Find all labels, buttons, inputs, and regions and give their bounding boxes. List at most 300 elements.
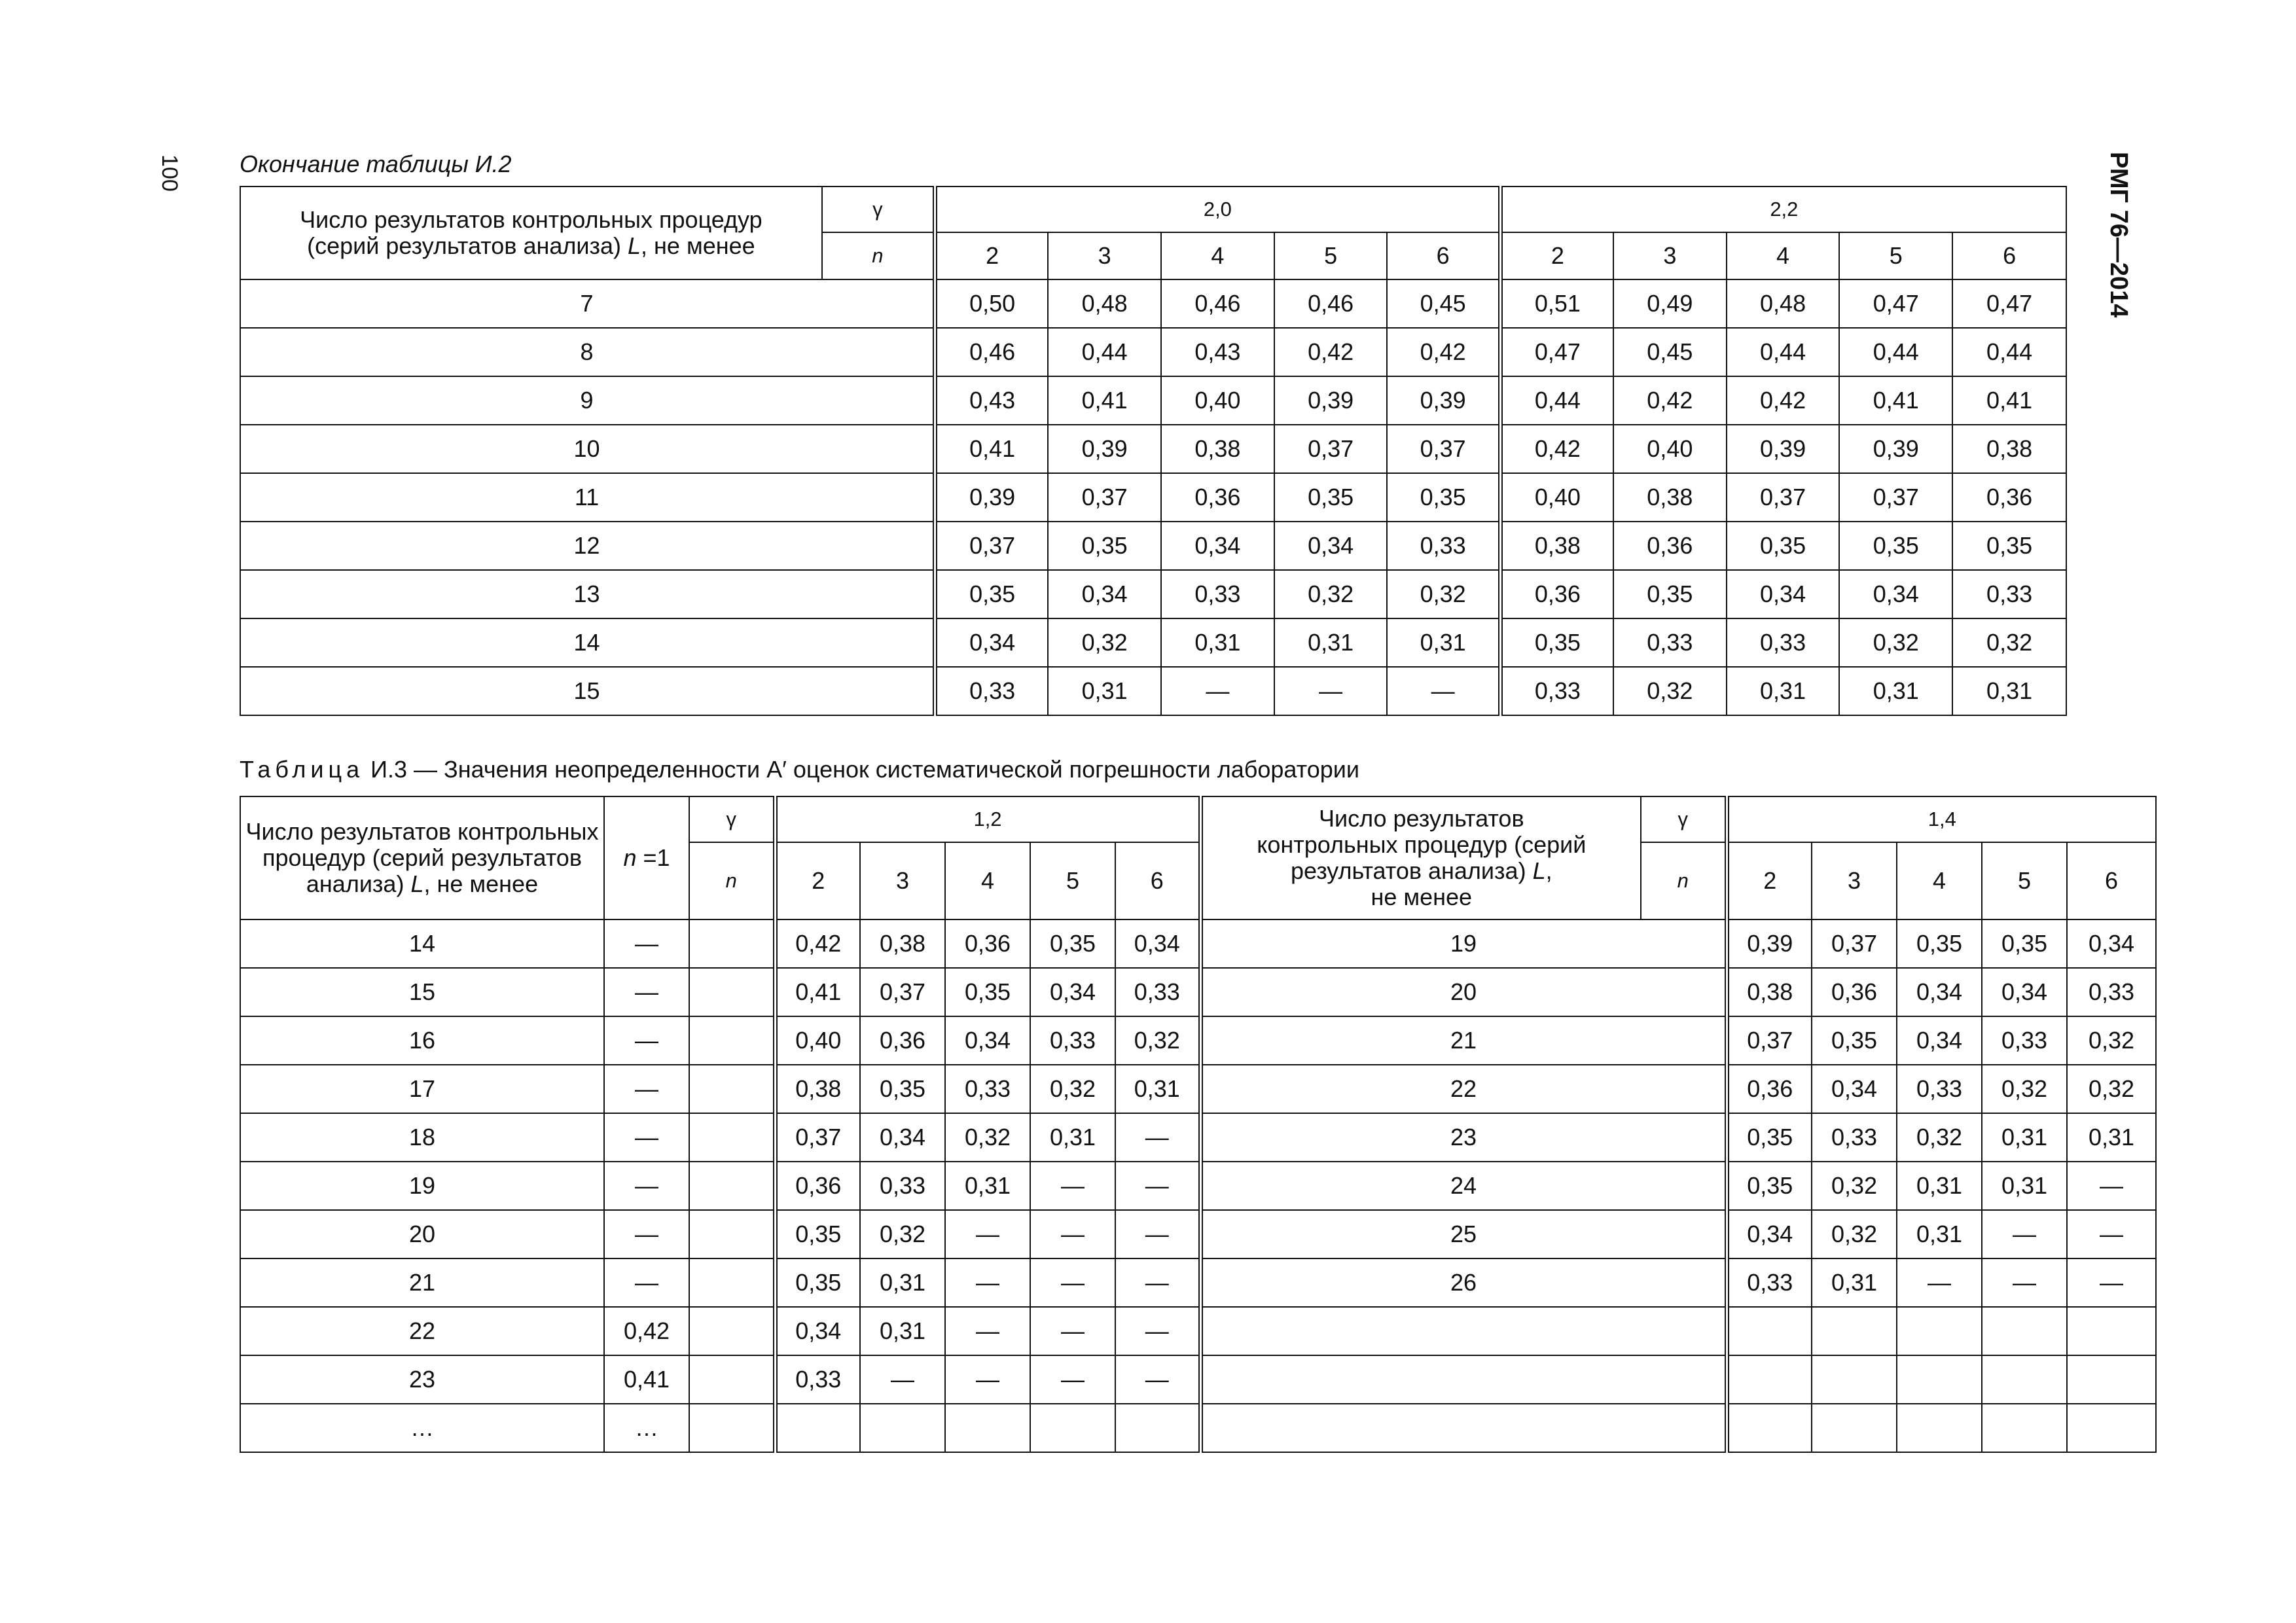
table-cell: 0,33 bbox=[1897, 1065, 1982, 1113]
table-cell: 0,35 bbox=[1048, 522, 1161, 570]
table-i3-caption bbox=[240, 756, 1359, 783]
table-cell: 0,33 bbox=[1727, 1258, 1812, 1307]
table-cell: 0,35 bbox=[1952, 522, 2066, 570]
row-l-value: 19 bbox=[240, 1162, 604, 1210]
row-n1-value: 0,42 bbox=[604, 1307, 689, 1355]
table-cell: 0,33 bbox=[1982, 1016, 2067, 1065]
table-cell: 0,37 bbox=[1727, 473, 1840, 522]
table-cell: — bbox=[2067, 1162, 2156, 1210]
table-cell bbox=[1897, 1355, 1982, 1404]
right-label-line3a: результатов анализа) bbox=[1290, 857, 1533, 884]
table-cell: 0,37 bbox=[1048, 473, 1161, 522]
table-cell: 0,35 bbox=[1812, 1016, 1897, 1065]
table-cell: 0,34 bbox=[935, 618, 1049, 667]
table-cell: 0,32 bbox=[2067, 1065, 2156, 1113]
n1-label-rest: =1 bbox=[636, 844, 670, 871]
table-cell: 0,40 bbox=[1613, 425, 1727, 473]
table-row bbox=[240, 328, 2066, 376]
table-cell: 0,31 bbox=[1982, 1113, 2067, 1162]
table-cell: 0,31 bbox=[1897, 1162, 1982, 1210]
row-label-variable: L bbox=[628, 232, 641, 259]
table-cell: 0,45 bbox=[1387, 279, 1500, 328]
table-cell: 0,34 bbox=[1048, 570, 1161, 618]
row-l-value: … bbox=[240, 1404, 604, 1452]
table-cell: 0,33 bbox=[1030, 1016, 1115, 1065]
row-l2-value: 22 bbox=[1200, 1065, 1727, 1113]
row-l2-value: 20 bbox=[1200, 968, 1727, 1016]
table-cell: 0,42 bbox=[1387, 328, 1500, 376]
row-l2-value: 24 bbox=[1200, 1162, 1727, 1210]
n-value-header: 2 bbox=[1500, 232, 1613, 279]
table-cell: 0,37 bbox=[860, 968, 945, 1016]
n-value-header: 4 bbox=[1161, 232, 1274, 279]
row-label-line2b: , не менее bbox=[641, 232, 755, 259]
table-cell: 0,31 bbox=[1274, 618, 1388, 667]
table-cell: 0,39 bbox=[1274, 376, 1388, 425]
n-value-header: 3 bbox=[1613, 232, 1727, 279]
table-cell: 0,38 bbox=[775, 1065, 860, 1113]
table-cell: 0,35 bbox=[1982, 919, 2067, 968]
n-value-header: 3 bbox=[1812, 842, 1897, 919]
table-cell: 0,41 bbox=[1952, 376, 2066, 425]
left-label-line3b: , не менее bbox=[423, 870, 539, 897]
table-cell: 0,31 bbox=[1727, 667, 1840, 715]
table-cell: 0,36 bbox=[1812, 968, 1897, 1016]
table-cell: 0,46 bbox=[935, 328, 1049, 376]
table-cell: 0,35 bbox=[1727, 1113, 1812, 1162]
table-cell: 0,33 bbox=[1161, 570, 1274, 618]
empty-cell bbox=[689, 1162, 775, 1210]
table-cell: 0,36 bbox=[775, 1162, 860, 1210]
table-cell: 0,31 bbox=[945, 1162, 1030, 1210]
table-cell: 0,34 bbox=[1897, 968, 1982, 1016]
row-n1-value: — bbox=[604, 1016, 689, 1065]
table-row bbox=[240, 1065, 2156, 1113]
n-value-header: 5 bbox=[1982, 842, 2067, 919]
table-cell: 0,38 bbox=[1613, 473, 1727, 522]
row-l-value: 14 bbox=[240, 618, 935, 667]
table-cell: 0,35 bbox=[1274, 473, 1388, 522]
table-cell: 0,34 bbox=[1897, 1016, 1982, 1065]
table-cell: 0,48 bbox=[1048, 279, 1161, 328]
table-cell bbox=[775, 1404, 860, 1452]
table-cell: — bbox=[1115, 1355, 1200, 1404]
table-cell bbox=[1030, 1404, 1115, 1452]
table-cell: — bbox=[1030, 1307, 1115, 1355]
row-l2-value: 26 bbox=[1200, 1258, 1727, 1307]
table-cell: 0,33 bbox=[860, 1162, 945, 1210]
n-header-right: n bbox=[1641, 842, 1727, 919]
empty-cell bbox=[689, 1016, 775, 1065]
table-cell: 0,35 bbox=[1387, 473, 1500, 522]
table-cell: 0,33 bbox=[2067, 968, 2156, 1016]
table-cell bbox=[1982, 1307, 2067, 1355]
table-row bbox=[240, 1307, 2156, 1355]
right-label-variable: L bbox=[1532, 857, 1546, 884]
table-cell: 0,34 bbox=[1161, 522, 1274, 570]
right-label-line1: Число результатов bbox=[1318, 805, 1524, 832]
n-value-header: 5 bbox=[1839, 232, 1952, 279]
row-l-value: 16 bbox=[240, 1016, 604, 1065]
table-cell: 0,32 bbox=[1048, 618, 1161, 667]
table-cell bbox=[1727, 1404, 1812, 1452]
row-n1-value: 0,41 bbox=[604, 1355, 689, 1404]
table-cell: 0,32 bbox=[2067, 1016, 2156, 1065]
n-value-header: 2 bbox=[935, 232, 1049, 279]
row-label-line2a: (серий результатов анализа) bbox=[307, 232, 628, 259]
table-row bbox=[240, 1162, 2156, 1210]
table-cell: 0,35 bbox=[1897, 919, 1982, 968]
table-cell: 0,31 bbox=[1048, 667, 1161, 715]
table-cell: 0,32 bbox=[1115, 1016, 1200, 1065]
table-cell: 0,33 bbox=[935, 667, 1049, 715]
table-cell: 0,35 bbox=[1727, 522, 1840, 570]
n1-header bbox=[604, 796, 689, 919]
table-cell: 0,47 bbox=[1952, 279, 2066, 328]
table-cell: 0,34 bbox=[860, 1113, 945, 1162]
table-cell: 0,34 bbox=[2067, 919, 2156, 968]
row-l-value: 22 bbox=[240, 1307, 604, 1355]
gamma-group-2-header: 1,4 bbox=[1727, 796, 2156, 842]
table-cell: 0,36 bbox=[860, 1016, 945, 1065]
table-cell: 0,42 bbox=[1727, 376, 1840, 425]
table-cell: 0,36 bbox=[1613, 522, 1727, 570]
row-n1-value: — bbox=[604, 1162, 689, 1210]
table-row bbox=[240, 667, 2066, 715]
table-row bbox=[240, 919, 2156, 968]
row-l-value: 23 bbox=[240, 1355, 604, 1404]
row-l-value: 18 bbox=[240, 1113, 604, 1162]
table-cell: — bbox=[1982, 1210, 2067, 1258]
table-cell: 0,44 bbox=[1839, 328, 1952, 376]
table-cell: 0,35 bbox=[775, 1210, 860, 1258]
row-n1-value: … bbox=[604, 1404, 689, 1452]
document-code: РМГ 76—2014 bbox=[2105, 152, 2132, 318]
table-cell: 0,37 bbox=[935, 522, 1049, 570]
row-l-value: 15 bbox=[240, 968, 604, 1016]
table-cell: — bbox=[1115, 1210, 1200, 1258]
table-cell: 0,39 bbox=[935, 473, 1049, 522]
empty-cell bbox=[689, 1307, 775, 1355]
n-value-header: 3 bbox=[1048, 232, 1161, 279]
n-value-header: 3 bbox=[860, 842, 945, 919]
table-cell: 0,31 bbox=[2067, 1113, 2156, 1162]
row-l-value: 8 bbox=[240, 328, 935, 376]
row-l2-value: 21 bbox=[1200, 1016, 1727, 1065]
table-cell: 0,47 bbox=[1839, 279, 1952, 328]
right-label-line4: не менее bbox=[1371, 883, 1473, 910]
table-cell: 0,37 bbox=[1387, 425, 1500, 473]
table-row bbox=[240, 1016, 2156, 1065]
table-cell: 0,31 bbox=[1952, 667, 2066, 715]
table-cell: 0,33 bbox=[945, 1065, 1030, 1113]
empty-cell bbox=[689, 968, 775, 1016]
table-cell: 0,32 bbox=[1812, 1162, 1897, 1210]
table-cell: 0,37 bbox=[1727, 1016, 1812, 1065]
table-cell bbox=[1982, 1404, 2067, 1452]
table-cell: 0,33 bbox=[1613, 618, 1727, 667]
table-cell: 0,35 bbox=[860, 1065, 945, 1113]
table-cell: — bbox=[2067, 1210, 2156, 1258]
table-row bbox=[240, 425, 2066, 473]
row-l2-value: 23 bbox=[1200, 1113, 1727, 1162]
table-cell: 0,31 bbox=[1812, 1258, 1897, 1307]
n-value-header: 4 bbox=[945, 842, 1030, 919]
left-label-line3a: анализа) bbox=[306, 870, 411, 897]
row-l-value: 15 bbox=[240, 667, 935, 715]
table-row bbox=[240, 1355, 2156, 1404]
table-cell: 0,41 bbox=[1048, 376, 1161, 425]
table-cell: 0,31 bbox=[1387, 618, 1500, 667]
table-cell bbox=[860, 1404, 945, 1452]
table-cell: 0,44 bbox=[1500, 376, 1613, 425]
table-cell bbox=[1982, 1355, 2067, 1404]
table-continuation-title: Окончание таблицы И.2 bbox=[240, 151, 512, 177]
row-l-value: 7 bbox=[240, 279, 935, 328]
n1-variable: n bbox=[623, 844, 637, 871]
table-cell bbox=[1812, 1355, 1897, 1404]
table-cell: 0,35 bbox=[945, 968, 1030, 1016]
n-header: n bbox=[822, 232, 935, 279]
row-n1-value: — bbox=[604, 1113, 689, 1162]
n-value-header: 5 bbox=[1274, 232, 1388, 279]
table-cell: — bbox=[1387, 667, 1500, 715]
table-cell: 0,33 bbox=[1115, 968, 1200, 1016]
table-cell: 0,51 bbox=[1500, 279, 1613, 328]
row-n1-value: — bbox=[604, 1258, 689, 1307]
table-cell: — bbox=[1897, 1258, 1982, 1307]
empty-cell bbox=[689, 1210, 775, 1258]
table-row bbox=[240, 522, 2066, 570]
table-cell: 0,32 bbox=[1982, 1065, 2067, 1113]
table-cell: 0,33 bbox=[1727, 618, 1840, 667]
table-cell: 0,41 bbox=[1839, 376, 1952, 425]
row-l2-value bbox=[1200, 1404, 1727, 1452]
row-l2-value: 25 bbox=[1200, 1210, 1727, 1258]
table-row bbox=[240, 1258, 2156, 1307]
n-value-header: 4 bbox=[1727, 232, 1840, 279]
row-l-value: 11 bbox=[240, 473, 935, 522]
table-cell bbox=[1812, 1404, 1897, 1452]
table-cell: — bbox=[1274, 667, 1388, 715]
table-cell: — bbox=[1115, 1258, 1200, 1307]
n-value-header: 6 bbox=[2067, 842, 2156, 919]
row-label-line1: Число результатов контрольных процедур bbox=[300, 206, 762, 233]
table-cell: 0,39 bbox=[1727, 919, 1812, 968]
table-cell: 0,48 bbox=[1727, 279, 1840, 328]
table-cell bbox=[1727, 1355, 1812, 1404]
right-label-line2: контрольных процедур (серий bbox=[1257, 831, 1587, 858]
table-row bbox=[240, 968, 2156, 1016]
table-cell: 0,39 bbox=[1839, 425, 1952, 473]
table-cell: — bbox=[1982, 1258, 2067, 1307]
table-cell: 0,31 bbox=[1897, 1210, 1982, 1258]
table-cell: 0,32 bbox=[945, 1113, 1030, 1162]
n-header-left: n bbox=[689, 842, 775, 919]
table-row bbox=[240, 279, 2066, 328]
table-cell bbox=[1812, 1307, 1897, 1355]
table-cell: 0,36 bbox=[945, 919, 1030, 968]
table-cell: 0,31 bbox=[1839, 667, 1952, 715]
table-cell: 0,41 bbox=[935, 425, 1049, 473]
table-cell: — bbox=[1161, 667, 1274, 715]
table-cell: 0,38 bbox=[1500, 522, 1613, 570]
row-label-header bbox=[240, 187, 822, 279]
table-row bbox=[240, 618, 2066, 667]
left-label-variable: L bbox=[410, 870, 424, 897]
table-cell: — bbox=[1030, 1162, 1115, 1210]
row-l-value: 17 bbox=[240, 1065, 604, 1113]
empty-cell bbox=[689, 919, 775, 968]
table-cell: 0,32 bbox=[1812, 1210, 1897, 1258]
empty-cell bbox=[689, 1113, 775, 1162]
table-cell: 0,39 bbox=[1387, 376, 1500, 425]
empty-cell bbox=[689, 1258, 775, 1307]
table-cell: 0,42 bbox=[1274, 328, 1388, 376]
table-cell: 0,39 bbox=[1727, 425, 1840, 473]
table-cell: 0,31 bbox=[1030, 1113, 1115, 1162]
row-l-value: 10 bbox=[240, 425, 935, 473]
table-cell: 0,32 bbox=[1030, 1065, 1115, 1113]
table-cell: — bbox=[945, 1307, 1030, 1355]
table-cell: — bbox=[1115, 1162, 1200, 1210]
table-cell: 0,49 bbox=[1613, 279, 1727, 328]
table-cell: 0,34 bbox=[1727, 1210, 1812, 1258]
table-cell: 0,47 bbox=[1500, 328, 1613, 376]
n-value-header: 5 bbox=[1030, 842, 1115, 919]
n-value-header: 6 bbox=[1115, 842, 1200, 919]
table-i2 bbox=[240, 186, 2067, 716]
table-cell: — bbox=[1115, 1113, 1200, 1162]
table-cell: 0,35 bbox=[1839, 522, 1952, 570]
empty-cell bbox=[689, 1355, 775, 1404]
table-cell: 0,32 bbox=[860, 1210, 945, 1258]
table-cell: 0,37 bbox=[1274, 425, 1388, 473]
table-cell: 0,34 bbox=[1982, 968, 2067, 1016]
row-l-value: 12 bbox=[240, 522, 935, 570]
table-cell: — bbox=[2067, 1258, 2156, 1307]
row-l-value: 20 bbox=[240, 1210, 604, 1258]
table-cell: 0,34 bbox=[1115, 919, 1200, 968]
table-cell: 0,41 bbox=[775, 968, 860, 1016]
left-label-header bbox=[240, 796, 604, 919]
table-cell: 0,32 bbox=[1839, 618, 1952, 667]
table-cell: — bbox=[1115, 1307, 1200, 1355]
table-cell: 0,34 bbox=[1030, 968, 1115, 1016]
table-cell: 0,34 bbox=[1839, 570, 1952, 618]
table-cell bbox=[1727, 1307, 1812, 1355]
table-cell: 0,50 bbox=[935, 279, 1049, 328]
table-cell: 0,36 bbox=[1727, 1065, 1812, 1113]
table-cell: 0,33 bbox=[775, 1355, 860, 1404]
row-l2-value bbox=[1200, 1355, 1727, 1404]
table-cell bbox=[1897, 1404, 1982, 1452]
table-cell: 0,44 bbox=[1952, 328, 2066, 376]
table-cell: 0,38 bbox=[860, 919, 945, 968]
table-cell: 0,38 bbox=[1161, 425, 1274, 473]
table-cell: 0,31 bbox=[1161, 618, 1274, 667]
row-l2-value bbox=[1200, 1307, 1727, 1355]
caption-text: И.3 — Значения неопределенности A′ оценок систематической погрешности лаборатории bbox=[364, 756, 1359, 783]
table-cell: 0,40 bbox=[1500, 473, 1613, 522]
table-cell bbox=[2067, 1307, 2156, 1355]
empty-cell bbox=[689, 1065, 775, 1113]
table-cell bbox=[2067, 1404, 2156, 1452]
n-value-header: 6 bbox=[1952, 232, 2066, 279]
table-cell: 0,35 bbox=[1500, 618, 1613, 667]
gamma-group-1-header: 1,2 bbox=[775, 796, 1200, 842]
table-row bbox=[240, 376, 2066, 425]
table-row bbox=[240, 473, 2066, 522]
table-cell: 0,34 bbox=[1812, 1065, 1897, 1113]
table-cell: 0,42 bbox=[775, 919, 860, 968]
n-value-header: 2 bbox=[775, 842, 860, 919]
table-cell: 0,31 bbox=[1115, 1065, 1200, 1113]
row-l-value: 14 bbox=[240, 919, 604, 968]
table-cell: 0,45 bbox=[1613, 328, 1727, 376]
table-cell: 0,43 bbox=[1161, 328, 1274, 376]
page-number: 100 bbox=[157, 154, 182, 192]
table-cell: 0,32 bbox=[1897, 1113, 1982, 1162]
row-n1-value: — bbox=[604, 1065, 689, 1113]
table-cell: 0,37 bbox=[1812, 919, 1897, 968]
table-cell: — bbox=[860, 1355, 945, 1404]
table-cell: 0,31 bbox=[860, 1258, 945, 1307]
row-n1-value: — bbox=[604, 968, 689, 1016]
table-cell: 0,40 bbox=[775, 1016, 860, 1065]
gamma-header: γ bbox=[822, 187, 935, 232]
right-label-header bbox=[1200, 796, 1641, 919]
table-cell: 0,33 bbox=[1500, 667, 1613, 715]
table-cell: 0,38 bbox=[1952, 425, 2066, 473]
left-label-line2: процедур (серий результатов bbox=[262, 844, 582, 871]
table-cell: — bbox=[1030, 1355, 1115, 1404]
gamma-group-1-header: 2,0 bbox=[935, 187, 1501, 232]
table-cell: — bbox=[1030, 1258, 1115, 1307]
table-cell: 0,44 bbox=[1727, 328, 1840, 376]
table-row bbox=[240, 1404, 2156, 1452]
gamma-header-left: γ bbox=[689, 796, 775, 842]
table-cell: 0,33 bbox=[1387, 522, 1500, 570]
table-row bbox=[240, 570, 2066, 618]
table-cell: 0,40 bbox=[1161, 376, 1274, 425]
table-row bbox=[240, 1210, 2156, 1258]
table-cell: 0,46 bbox=[1274, 279, 1388, 328]
table-cell: — bbox=[945, 1355, 1030, 1404]
table-cell: — bbox=[1030, 1210, 1115, 1258]
table-cell: 0,36 bbox=[1161, 473, 1274, 522]
caption-label: Таблица bbox=[240, 756, 365, 783]
table-cell: 0,33 bbox=[1812, 1113, 1897, 1162]
n-value-header: 4 bbox=[1897, 842, 1982, 919]
table-cell bbox=[2067, 1355, 2156, 1404]
table-cell: — bbox=[945, 1210, 1030, 1258]
row-l-value: 9 bbox=[240, 376, 935, 425]
table-cell: 0,34 bbox=[1727, 570, 1840, 618]
table-cell: 0,35 bbox=[1727, 1162, 1812, 1210]
row-l-value: 21 bbox=[240, 1258, 604, 1307]
table-cell bbox=[1115, 1404, 1200, 1452]
gamma-group-2-header: 2,2 bbox=[1500, 187, 2066, 232]
table-cell: 0,34 bbox=[945, 1016, 1030, 1065]
table-cell: 0,36 bbox=[1952, 473, 2066, 522]
table-cell: 0,32 bbox=[1613, 667, 1727, 715]
table-cell: 0,32 bbox=[1952, 618, 2066, 667]
row-l-value: 13 bbox=[240, 570, 935, 618]
table-cell: 0,35 bbox=[775, 1258, 860, 1307]
row-n1-value: — bbox=[604, 919, 689, 968]
empty-cell bbox=[689, 1404, 775, 1452]
